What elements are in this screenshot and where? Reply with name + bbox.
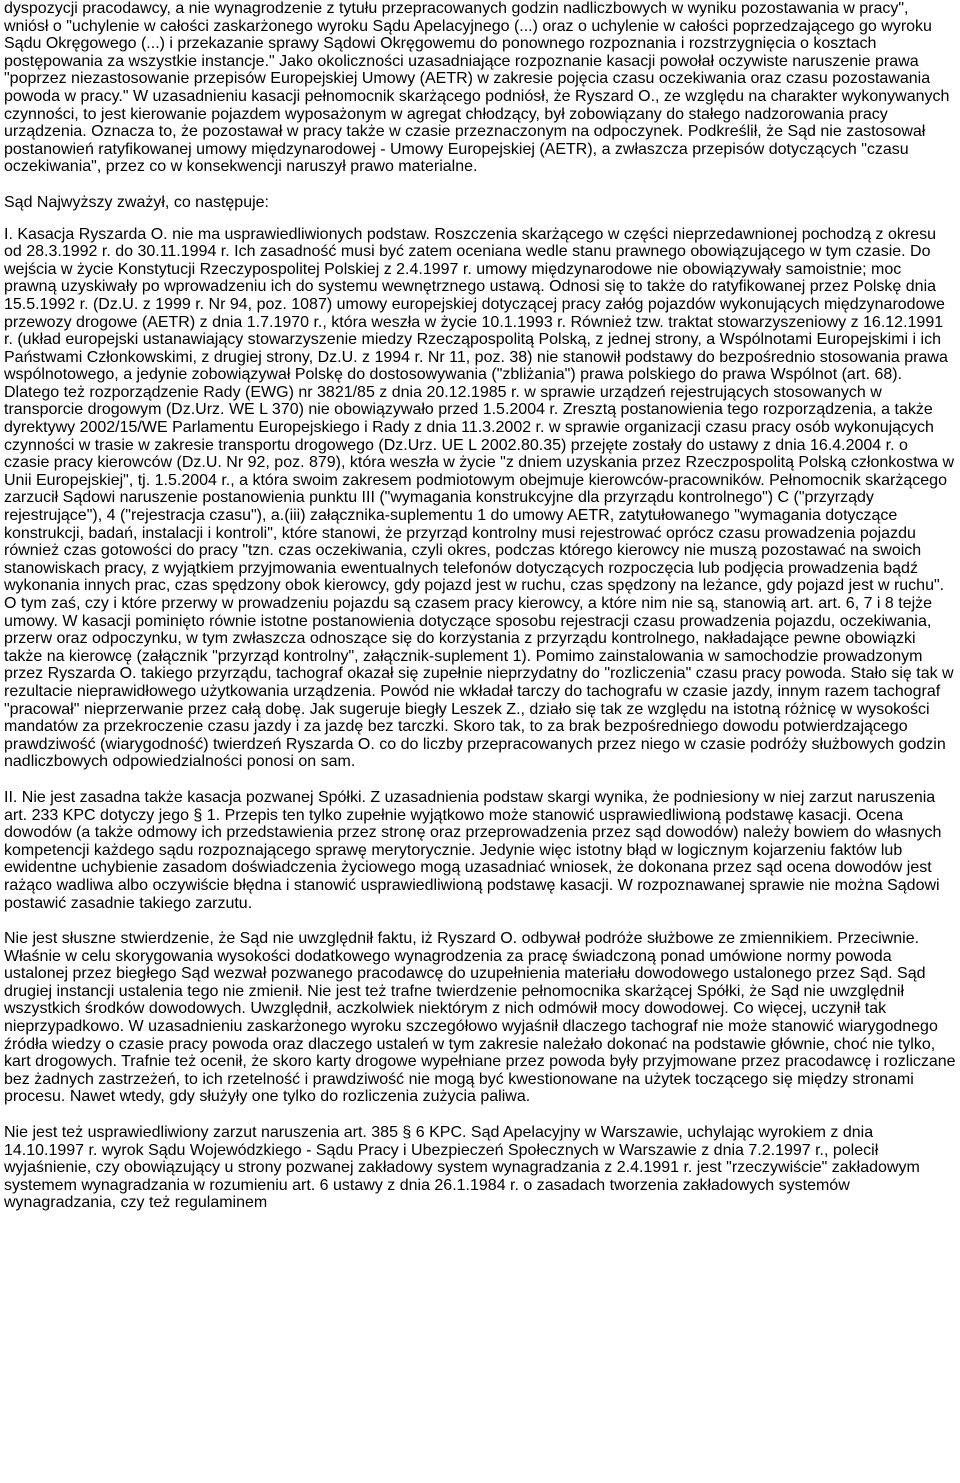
paragraph-court-considered: Sąd Najwyższy zważył, co następuje: [4, 193, 269, 211]
paragraph-appeal-summary: dyspozycji pracodawcy, a nie wynagrodzenie z tytułu przepracowanych godzin nadliczbowych w wyniku pozostawania w pracy", wniósł o "uchylenie w całości zaskarżonego wyroku Sądu Apelacyjnego (...) oraz o uchylenie w całości poprzedzającego go wyroku Sądu Okręgowego (...) i przekazanie sprawy Sądowi Okręgowemu do ponownego rozpoznania i rozstrzygnięcia o kosztach postępowania za wszystkie instancje." Jako okoliczności uzasadniające rozpoznanie kasacji powołał oczywiste naruszenie prawa "poprzez niezastosowanie przepisów Europejskiej Umowy (AETR) w zakresie pojęcia czasu oczekiwania oraz czasu pozostawania powoda w pracy." W uzasadnieniu kasacji pełnomocnik skarżącego podniósł, że Ryszard O., ze względu na charakter wykonywanych czynności, to jest kierowanie pojazdem wyposażonym w agregat chłodzący, był zobowiązany do stałego nadzorowania pracy urządzenia. Oznacza to, że pozostawał w pracy także w czasie przeznaczonym na odpoczynek. Podkreślił, że Sąd nie zastosował postanowień ratyfikowanej umowy międzynarodowej - Umowy Europejskiej (AETR), a zwłaszcza przepisów dotyczących "czasu oczekiwania", przez co w konsekwencji naruszył prawo materialne. [4, 0, 950, 176]
paragraph-section-ii: II. Nie jest zasadna także kasacja pozwanej Spółki. Z uzasadnienia podstaw skargi wynika, że podniesiony w niej zarzut naruszenia art. 233 KPC dotyczy jego § 1. Przepis ten tylko zupełnie wyjątkowo może stanowić usprawiedliwioną podstawę kasacji. Ocena dowodów (a także odmowy ich przedstawienia przez stronę oraz przeprowadzenia przez sąd dowodów) należy bowiem do własnych kompetencji każdego sądu rozpoznającego sprawę merytorycznie. Jedynie więc istotny błąd w logicznym kojarzeniu faktów lub ewidentne uchybienie zasadom doświadczenia życiowego mogą uzasadniać wniosek, że dokonana przez sąd ocena dowodów jest rażąco wadliwa albo oczywiście błędna i stanowić usprawiedliwioną podstawę kasacji. W rozpoznawanej sprawie nie można Sądowi postawić zasadnie takiego zarzutu. [4, 788, 942, 912]
paragraph-section-i: I. Kasacja Ryszarda O. nie ma usprawiedliwionych podstaw. Roszczenia skarżącego w części nieprzedawnionej pochodzą z okresu od 28.3.1992 r. do 30.11.1994 r. Ich zasadność musi być zatem oceniana wedle stanu prawnego obowiązującego w tym czasie. Do wejścia w życie Konstytucji Rzeczypospolitej Polskiej z 2.4.1997 r. umowy międzynarodowe nie obowiązywały samoistnie; moc prawną uzyskiwały po wprowadzeniu ich do systemu wewnętrznego ustawą. Odnosi się to także do ratyfikowanej przez Polskę dnia 15.5.1992 r. (Dz.U. z 1999 r. Nr 94, poz. 1087) umowy europejskiej dotyczącej pracy załóg pojazdów wykonujących międzynarodowe przewozy drogowe (AETR) z dnia 1.7.1970 r., która weszła w życie 10.1.1993 r. Również tzw. traktat stowarzyszeniowy z 16.12.1991 r. (układ europejski ustanawiający stowarzyszenie miedzy Rzecząpospolitą Polską, z jednej strony, a Wspólnotami Europejskimi i ich Państwami Członkowskimi, z drugiej strony, Dz.U. z 1994 r. Nr 11, poz. 38) nie stanowił podstawy do bezpośrednio stosowania prawa wspólnotowego, a jedynie zobowiązywał Polskę do dostosowywania ("zbliżania") prawa polskiego do prawa Wspólnot (art. 68). Dlatego też rozporządzenie Rady (EWG) nr 3821/85 z dnia 20.12.1985 r. w sprawie urządzeń rejestrujących stosowanych w transporcie drogowym (Dz.Urz. WE L 370) nie obowiązywało przed 1.5.2004 r. Zresztą postanowienia tego rozporządzenia, a także dyrektywy 2002/15/WE Parlamentu Europejskiego i Rady z dnia 11.3.2002 r. w sprawie organizacji czasu pracy osób wykonujących czynności w trasie w zakresie transportu drogowego (Dz.Urz. UE L 2002.80.35) przejęte zostały do ustawy z dnia 16.4.2004 r. o czasie pracy kierowców (Dz.U. Nr 92, poz. 879), która weszła w życie "z dniem uzyskania przez Rzeczpospolitą Polską członkostwa w Unii Europejskiej", tj. 1.5.2004 r., a która swoim zakresem podmiotowym obejmuje kierowców-pracowników. Pełnomocnik skarżącego zarzucił Sądowi naruszenie postanowienia punktu III ("wymagania konstrukcyjne dla przyrządu kontrolnego") C ("przyrządy rejestrujące"), 4 ("rejestracja czasu"), a.(iii) załącznika-suplementu 1 do umowy AETR, zatytułowanego "wymagania dotyczące konstrukcji, badań, instalacji i kontroli", które stanowi, że przyrząd kontrolny musi rejestrować oprócz czasu prowadzenia pojazdu również czas gotowości do pracy "tzn. czas oczekiwania, czyli okres, podczas którego kierowcy nie muszą pozostawać na swoich stanowiskach pracy, z wyjątkiem przyjmowania ewentualnych telefonów dotyczących rozpoczęcia lub podjęcia prowadzenia bądź wykonania innych prac, czas spędzony obok kierowcy, gdy pojazd jest w ruchu, czas spędzony na leżance, gdy pojazd jest w ruchu". O tym zaś, czy i które przerwy w prowadzeniu pojazdu są czasem pracy kierowcy, a które nim nie są, stanowią art. art. 6, 7 i 8 tejże umowy. W kasacji pominięto równie istotne postanowienia dotyczące sposobu rejestracji czasu prowadzenia pojazdu, oczekiwania, przerw oraz odpoczynku, w tym zwłaszcza odnoszące się do korzystania z przyrządu kontrolnego, nakładające pewne obowiązki także na kierowcę (załącznik "przyrząd kontrolny", załącznik-suplement 1). Pomimo zainstalowania w samochodzie prowadzonym przez Ryszarda O. takiego przyrządu, tachograf okazał się zupełnie nieprzydatny do "rozliczenia" czasu pracy powoda. Stało się tak w rezultacie nieprawidłowego użytkowania urządzenia. Powód nie wkładał tarczy do tachografu w czasie jazdy, innym razem tachograf "pracował" nieprzerwanie przez całą dobę. Jak sugeruje biegły Leszek Z., działo się tak ze względu na istotną różnicę w wysokości mandatów za przekroczenie czasu jazdy i za jazdę bez tarczki. Skoro tak, to za brak bezpośredniego dowodu potwierdzającego prawdziwość (wiarygodność) twierdzeń Ryszarda O. co do liczby przepracowanych przez niego w czasie podróży służbowych godzin nadliczbowych odpowiedzialności ponosi on sam. [4, 225, 955, 771]
paragraph-art-385: Nie jest też usprawiedliwiony zarzut naruszenia art. 385 § 6 KPC. Sąd Apelacyjny w Warszawie, uchylając wyrokiem z dnia 14.10.1997 r. wyrok Sądu Wojewódzkiego - Sądu Pracy i Ubezpieczeń Społecznych w Warszawie z dnia 7.2.1997 r., polecił wyjaśnienie, czy obowiązujący u strony pozwanej zakładowy system wynagradzania z 2.4.1991 r. jest "rzeczywiście" zakładowym systemem wynagradzania w rozumieniu art. 6 ustawy z dnia 26.1.1984 r. o zasadach tworzenia zakładowych systemów wynagradzania, czy też regulaminem [4, 1124, 920, 1212]
paragraph-overtime-evidence: Nie jest słuszne stwierdzenie, że Sąd nie uwzględnił faktu, iż Ryszard O. odbywał podróże służbowe ze zmiennikiem. Przeciwnie. Właśnie w celu skorygowania wysokości dodatkowego wynagrodzenia za pracę świadczoną ponad umówione normy powoda ustalonej przez biegłego Sąd wezwał pozwanego pracodawcę do uzupełnienia materiału dowodowego ustalonego przez Sąd. Sąd drugiej instancji ustalenia tego nie zmienił. Nie jest też trafne twierdzenie pełnomocnika skarżącej Spółki, że Sąd nie uwzględnił wszystkich środków dowodowych. Uwzględnił, aczkolwiek niektórym z nich odmówił mocy dowodowej. Co więcej, uczynił tak nieprzypadkowo. W uzasadnieniu zaskarżonego wyroku szczegółowo wyjaśnił dlaczego tachograf nie może stanowić wiarygodnego źródła wiedzy o czasie pracy powoda oraz dlaczego ustaleń w tym zakresie należało dokonać na podstawie głównie, choć nie tylko, kart drogowych. Trafnie też ocenił, że skoro karty drogowe wypełniane przez powoda były przyjmowane przez pracodawcę i rozliczane bez żadnych zastrzeżeń, to ich rzetelność i prawdziwość nie mogą być kwestionowane na użytek toczącego się między stronami procesu. Nawet wtedy, gdy służyły one tylko do rozliczenia zużycia paliwa. [4, 930, 956, 1106]
